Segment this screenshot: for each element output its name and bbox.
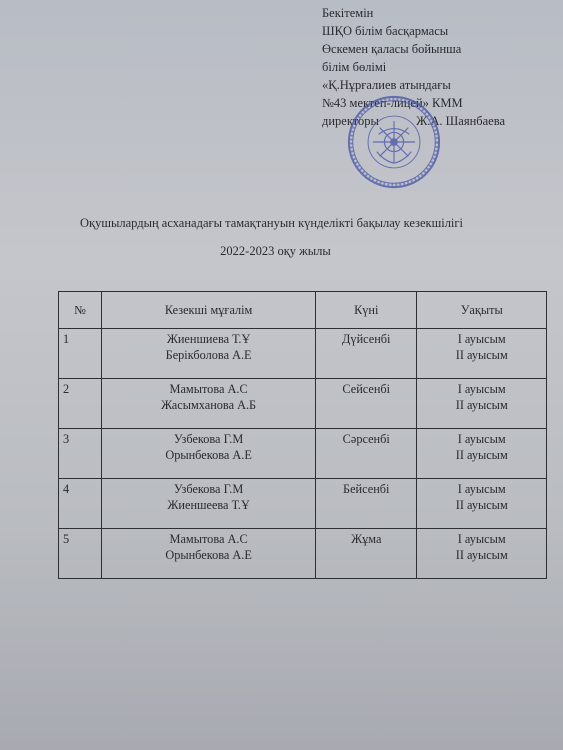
- teacher-name: Узбекова Г.М: [173, 432, 244, 446]
- table-row: [59, 329, 547, 379]
- row-day: Дүйсенбі: [316, 329, 417, 379]
- shift-label: І ауысым: [457, 332, 506, 346]
- director-title: директоры: [322, 114, 379, 128]
- row-day: Сейсенбі: [316, 379, 417, 429]
- row-number: 4: [59, 479, 102, 529]
- shift-label: ІІ ауысым: [455, 448, 508, 462]
- table-header-row: [59, 292, 547, 329]
- row-number: 5: [59, 529, 102, 579]
- row-shifts: [417, 529, 547, 579]
- teacher-name: Орынбекова А.Е: [165, 548, 252, 562]
- row-teachers: [102, 479, 316, 529]
- row-day: Сәрсенбі: [316, 429, 417, 479]
- row-shifts: [417, 379, 547, 429]
- approval-line-school-name: «Қ.Нұрғалиев атындағы: [322, 78, 451, 92]
- row-day: Бейсенбі: [316, 479, 417, 529]
- teacher-name: Узбекова Г.М: [173, 482, 244, 496]
- row-number: 3: [59, 429, 102, 479]
- shift-label: І ауысым: [457, 432, 506, 446]
- row-teachers: [102, 379, 316, 429]
- row-number: 2: [59, 379, 102, 429]
- shift-label: ІІ ауысым: [455, 348, 508, 362]
- document-subtitle: 2022-2023 оқу жылы: [220, 244, 331, 258]
- shift-label: ІІ ауысым: [455, 398, 508, 412]
- official-seal-icon: [346, 94, 442, 190]
- approval-line-education-office: білім бөлімі: [322, 60, 387, 74]
- header-time: Уақыты: [417, 292, 547, 329]
- row-teachers: [102, 329, 316, 379]
- shift-label: ІІ ауысым: [455, 498, 508, 512]
- teacher-name: Жасымханова А.Б: [161, 398, 257, 412]
- header-teacher: Кезекші мұғалім: [102, 292, 316, 329]
- table-row: [59, 479, 547, 529]
- table-row: [59, 429, 547, 479]
- table-row: [59, 529, 547, 579]
- approval-line-school-number: №43 мектеп-лицей» КММ: [322, 96, 463, 110]
- shift-label: І ауысым: [457, 482, 506, 496]
- teacher-name: Мамытова А.С: [169, 382, 248, 396]
- row-shifts: [417, 329, 547, 379]
- approval-line-approve: Бекітемін: [322, 6, 374, 20]
- teacher-name: Жиеншеева Т.Ұ: [167, 498, 250, 512]
- teacher-name: Орынбекова А.Е: [165, 448, 252, 462]
- director-name: Ж.А. Шаянбаева: [416, 114, 506, 128]
- row-shifts: [417, 479, 547, 529]
- shift-label: ІІ ауысым: [455, 548, 508, 562]
- teacher-name: Жиеншиева Т.Ұ: [166, 332, 251, 346]
- teacher-name: Мамытова А.С: [169, 532, 248, 546]
- header-number: №: [59, 292, 102, 329]
- row-day: Жұма: [316, 529, 417, 579]
- row-shifts: [417, 429, 547, 479]
- header-day: Күні: [316, 292, 417, 329]
- row-teachers: [102, 429, 316, 479]
- table-row: [59, 379, 547, 429]
- duty-schedule-table: [58, 291, 547, 579]
- teacher-name: Берікболова А.Е: [165, 348, 252, 362]
- document-title: Оқушылардың асханадағы тамақтануын күнделікті бақылау кезекшілігі: [79, 216, 464, 230]
- row-teachers: [102, 529, 316, 579]
- approval-line-city: Өскемен қаласы бойынша: [322, 42, 462, 56]
- shift-label: І ауысым: [457, 382, 506, 396]
- row-number: 1: [59, 329, 102, 379]
- shift-label: І ауысым: [457, 532, 506, 546]
- approval-line-department: ШҚО білім басқармасы: [322, 24, 449, 38]
